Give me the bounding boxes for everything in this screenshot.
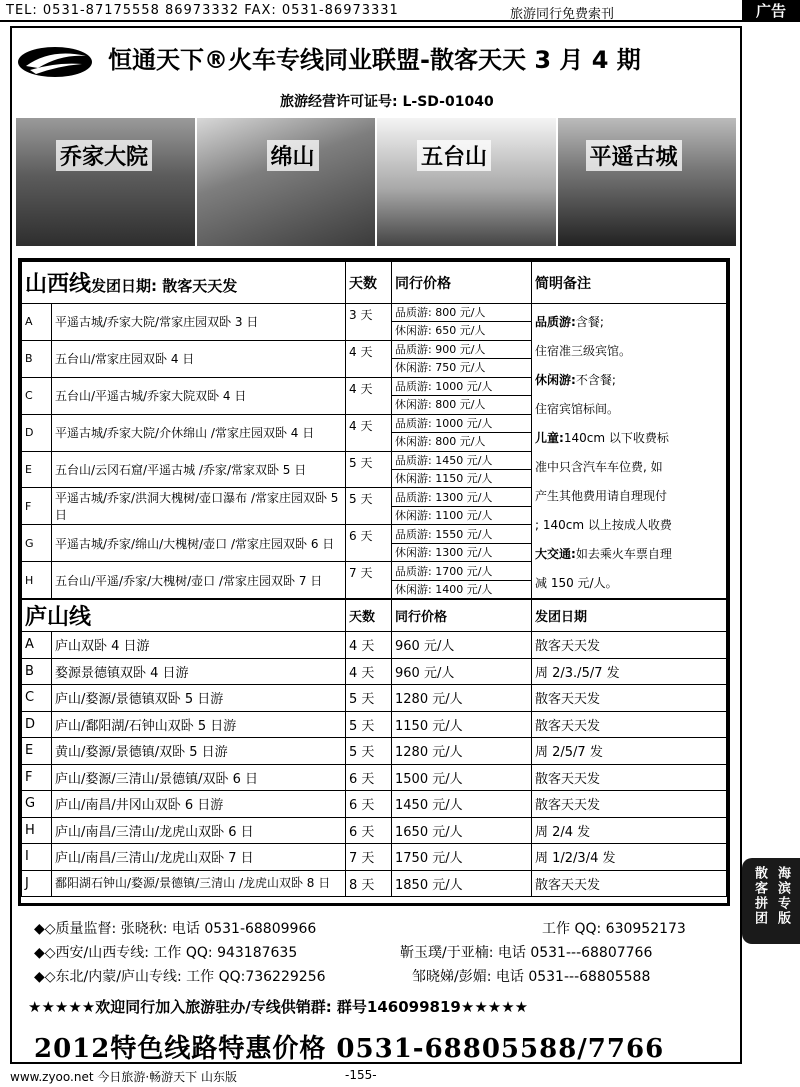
note-line [535, 511, 723, 540]
note-key: 儿童: [535, 431, 564, 445]
row-route: 庐山/南昌/井冈山双卧 6 日游 [52, 791, 346, 818]
top-bar [0, 0, 800, 22]
table-row [22, 791, 727, 818]
side-tab [742, 858, 800, 944]
shanxi-title: 山西线 [25, 271, 92, 297]
row-route: 庐山双卧 4 日游 [52, 632, 346, 659]
row-route: 平遥古城/乔家/绵山/大槐树/壶口 /常家庄园双卧 6 日 [52, 525, 346, 562]
row-id: F [22, 764, 52, 791]
note-line [535, 569, 723, 598]
notes-cell [532, 304, 727, 599]
row-id: D [22, 711, 52, 738]
row-price: 1750 元/人 [392, 844, 532, 871]
row-route: 五台山/平遥/乔家/大槐树/壶口 /常家庄园双卧 7 日 [52, 562, 346, 599]
welcome-banner: ★★★★★欢迎同行加入旅游驻办/专线供销群: 群号146099819★★★★★ [28, 998, 529, 1016]
row-date: 周 2/5/7 发 [532, 738, 727, 765]
note-line [535, 308, 723, 337]
row-days: 5 天 [346, 738, 392, 765]
row-id: H [22, 817, 52, 844]
page-title: 恒通天下®火车专线同业联盟-散客天天 3 月 4 期 [108, 46, 641, 74]
shanxi-header [22, 262, 346, 304]
row-route: 五台山/常家庄园双卧 4 日 [52, 340, 346, 377]
price-leisure: 休闲游: 800 元/人 [395, 398, 486, 412]
row-date: 周 1/2/3/4 发 [532, 844, 727, 871]
col-price: 同行价格 [392, 262, 532, 304]
row-days: 3 天 [346, 304, 392, 341]
note-value: 住宿宾馆标间。 [535, 402, 620, 416]
row-id: E [22, 451, 52, 488]
table-row [22, 738, 727, 765]
row-days: 7 天 [346, 844, 392, 871]
price-leisure: 休闲游: 1400 元/人 [395, 582, 493, 596]
note-value: 如去乘火车票自理 [575, 547, 672, 561]
row-days: 5 天 [346, 488, 392, 525]
row-days: 5 天 [346, 451, 392, 488]
row-days: 8 天 [346, 870, 392, 897]
row-days: 5 天 [346, 711, 392, 738]
price-quality: 品质游: 1000 元/人 [392, 378, 531, 396]
col-date: 发团日期 [532, 600, 727, 632]
row-id: I [22, 844, 52, 871]
price-quality: 品质游: 1450 元/人 [392, 452, 531, 470]
contact-right: 邹晓娣/彭媚: 电话 0531---68805588 [412, 969, 651, 985]
photo-label: 五台山 [417, 140, 491, 171]
table-row [22, 658, 727, 685]
ad-badge: 广告 [742, 0, 800, 22]
row-id: J [22, 870, 52, 897]
hotline-banner: 2012特色线路特惠价格 0531-68805588/7766 [34, 1034, 665, 1064]
row-price: 1500 元/人 [392, 764, 532, 791]
photo-banner [16, 118, 738, 246]
row-prices [392, 488, 532, 525]
row-id: B [22, 340, 52, 377]
row-id: B [22, 658, 52, 685]
row-days: 6 天 [346, 764, 392, 791]
row-price: 1280 元/人 [392, 685, 532, 712]
side-tab-label: 海滨专版 [775, 866, 790, 926]
row-date: 散客天天发 [532, 764, 727, 791]
photo-label: 平遥古城 [586, 140, 682, 171]
note-value: 住宿准三级宾馆。 [535, 344, 632, 358]
top-contact: TEL: 0531-87175558 86973332 FAX: 0531-86973331 [6, 3, 399, 18]
note-value: 产生其他费用请自理现付 [535, 489, 668, 503]
footer [10, 1068, 377, 1085]
row-id: A [22, 632, 52, 659]
row-route: 黄山/婺源/景德镇/双卧 5 日游 [52, 738, 346, 765]
table-row [22, 844, 727, 871]
row-days: 6 天 [346, 791, 392, 818]
contact-line [34, 942, 734, 966]
contacts [34, 918, 734, 990]
note-line [535, 540, 723, 569]
row-prices [392, 414, 532, 451]
price-leisure: 休闲游: 1100 元/人 [395, 508, 493, 522]
note-line [535, 395, 723, 424]
price-quality: 品质游: 1700 元/人 [392, 563, 531, 581]
shanxi-subtitle: 发团日期: 散客天天发 [91, 277, 238, 295]
table-row [22, 764, 727, 791]
row-route: 庐山/婺源/景德镇双卧 5 日游 [52, 685, 346, 712]
table-row [22, 304, 727, 341]
note-line [535, 453, 723, 482]
row-id: E [22, 738, 52, 765]
row-route: 平遥古城/乔家大院/介休绵山 /常家庄园双卧 4 日 [52, 414, 346, 451]
row-price: 1850 元/人 [392, 870, 532, 897]
row-date: 散客天天发 [532, 791, 727, 818]
row-route: 鄱阳湖石钟山/婺源/景德镇/三清山 /龙虎山双卧 8 日 [52, 870, 346, 897]
table-row [22, 632, 727, 659]
contact-left: ◆◇西安/山西专线: 工作 QQ: 943187635 [34, 945, 298, 961]
row-route: 庐山/南昌/三清山/龙虎山双卧 6 日 [52, 817, 346, 844]
row-route: 五台山/云冈石窟/平遥古城 /乔家/常家双卧 5 日 [52, 451, 346, 488]
row-days: 4 天 [346, 377, 392, 414]
row-price: 960 元/人 [392, 632, 532, 659]
row-route: 庐山/鄱阳湖/石钟山双卧 5 日游 [52, 711, 346, 738]
row-days: 7 天 [346, 562, 392, 599]
row-id: C [22, 685, 52, 712]
contact-left: ◆◇质量监督: 张晓秋: 电话 0531-68809966 [34, 921, 317, 937]
table-row [22, 711, 727, 738]
row-days: 6 天 [346, 525, 392, 562]
price-leisure: 休闲游: 750 元/人 [395, 361, 486, 375]
price-leisure: 休闲游: 650 元/人 [395, 324, 486, 338]
note-line [535, 482, 723, 511]
contact-line [34, 918, 734, 942]
note-key: 品质游: [535, 315, 576, 329]
price-leisure: 休闲游: 800 元/人 [395, 435, 486, 449]
photo-label: 乔家大院 [56, 140, 152, 171]
row-id: G [22, 791, 52, 818]
row-date: 周 2/3./5/7 发 [532, 658, 727, 685]
row-price: 960 元/人 [392, 658, 532, 685]
note-key: 大交通: [535, 547, 576, 561]
table-row [22, 817, 727, 844]
note-value: 140cm 以下收费标 [563, 431, 669, 445]
row-prices [392, 562, 532, 599]
row-price: 1280 元/人 [392, 738, 532, 765]
footer-site: www.zyoo.net 今日旅游·畅游天下 山东版 [10, 1070, 237, 1084]
row-route: 平遥古城/乔家/洪洞大槐树/壶口瀑布 /常家庄园双卧 5 日 [52, 488, 346, 525]
note-line [535, 366, 723, 395]
lushan-table [21, 599, 727, 897]
photo-wutaishan [377, 118, 558, 246]
row-prices [392, 377, 532, 414]
price-leisure: 休闲游: 1150 元/人 [395, 471, 493, 485]
row-route: 平遥古城/乔家大院/常家庄园双卧 3 日 [52, 304, 346, 341]
row-id: H [22, 562, 52, 599]
row-date: 散客天天发 [532, 685, 727, 712]
row-prices [392, 525, 532, 562]
note-key: 休闲游: [535, 373, 576, 387]
row-days: 6 天 [346, 817, 392, 844]
row-days: 5 天 [346, 685, 392, 712]
row-days: 4 天 [346, 658, 392, 685]
row-days: 4 天 [346, 414, 392, 451]
table-row [22, 685, 727, 712]
row-id: F [22, 488, 52, 525]
price-quality: 品质游: 1550 元/人 [392, 526, 531, 544]
contact-right: 工作 QQ: 630952173 [542, 921, 686, 937]
row-id: A [22, 304, 52, 341]
row-date: 散客天天发 [532, 632, 727, 659]
note-value: 不含餐; [575, 373, 616, 387]
routes-box [18, 258, 730, 906]
price-quality: 品质游: 900 元/人 [392, 341, 531, 359]
photo-qiaojia [16, 118, 197, 246]
price-quality: 品质游: 800 元/人 [392, 304, 531, 322]
col-notes: 简明备注 [532, 262, 727, 304]
row-prices [392, 451, 532, 488]
row-price: 1450 元/人 [392, 791, 532, 818]
row-days: 4 天 [346, 632, 392, 659]
price-leisure: 休闲游: 1300 元/人 [395, 545, 493, 559]
photo-label: 绵山 [267, 140, 319, 171]
row-id: C [22, 377, 52, 414]
row-route: 庐山/南昌/三清山/龙虎山双卧 7 日 [52, 844, 346, 871]
contact-line [34, 966, 734, 990]
brand-logo [16, 44, 94, 80]
top-free-text: 旅游同行免费索刊 [510, 7, 615, 22]
col-price: 同行价格 [392, 600, 532, 632]
row-id: D [22, 414, 52, 451]
contact-right: 靳玉璞/于亚楠: 电话 0531---68807766 [400, 945, 653, 961]
page-number: -155- [345, 1068, 377, 1082]
row-price: 1150 元/人 [392, 711, 532, 738]
row-price: 1650 元/人 [392, 817, 532, 844]
row-prices [392, 340, 532, 377]
side-tab-label: 散客拼团 [752, 866, 767, 926]
license-number: 旅游经营许可证号: L-SD-01040 [280, 94, 494, 110]
shanxi-table [21, 261, 727, 599]
note-line [535, 424, 723, 453]
price-quality: 品质游: 1000 元/人 [392, 415, 531, 433]
row-route: 婺源景德镇双卧 4 日游 [52, 658, 346, 685]
row-id: G [22, 525, 52, 562]
row-date: 散客天天发 [532, 711, 727, 738]
note-value: 减 150 元/人。 [535, 576, 618, 590]
table-row [22, 870, 727, 897]
row-days: 4 天 [346, 340, 392, 377]
col-days: 天数 [346, 262, 392, 304]
col-days: 天数 [346, 600, 392, 632]
contact-left: ◆◇东北/内蒙/庐山专线: 工作 QQ:736229256 [34, 969, 326, 985]
row-date: 周 2/4 发 [532, 817, 727, 844]
note-value: 准中只含汽车车位费, 如 [535, 460, 663, 474]
note-line [535, 337, 723, 366]
photo-mianshan [197, 118, 378, 246]
note-value: ; 140cm 以上按成人收费 [535, 518, 672, 532]
row-date: 散客天天发 [532, 870, 727, 897]
lushan-header [22, 600, 346, 632]
lushan-title: 庐山线 [25, 604, 92, 630]
row-route: 五台山/平遥古城/乔家大院双卧 4 日 [52, 377, 346, 414]
note-value: 含餐; [575, 315, 604, 329]
photo-pingyao [558, 118, 739, 246]
row-prices [392, 304, 532, 341]
price-quality: 品质游: 1300 元/人 [392, 489, 531, 507]
row-route: 庐山/婺源/三清山/景德镇/双卧 6 日 [52, 764, 346, 791]
